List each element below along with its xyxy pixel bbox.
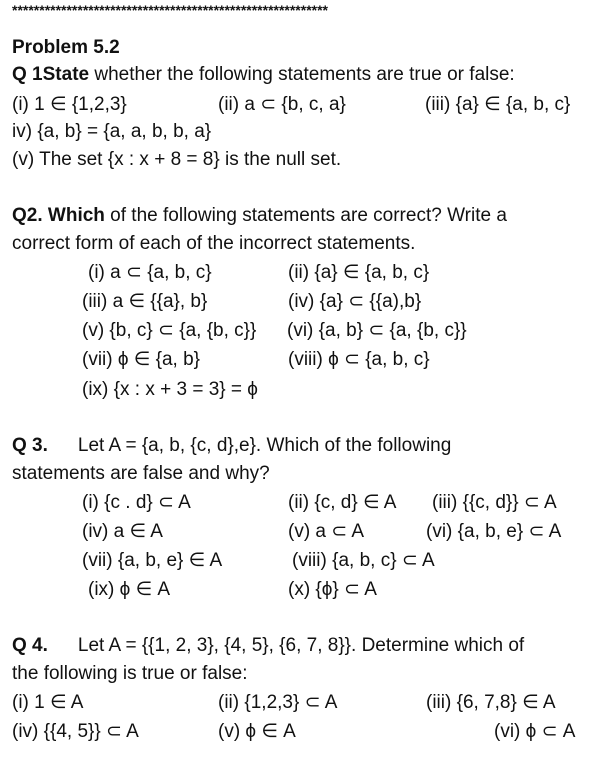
q1-label: Q 1State [12,64,90,85]
q2-prompt: of the following statements are correct? Write a [104,205,507,226]
q3-item-7: (vii) {a, b, e} ∈ A [82,550,223,571]
q3-item-1: (i) {c . d} ⊂ A [82,492,191,513]
q1-item-2: (ii) a ⊂ {b, c, a} [218,94,346,115]
q4-prompt-line2: the following is true or false: [12,663,248,684]
q3-item-6: (vi) {a, b, e} ⊂ A [426,521,562,542]
q2-item-9: (ix) {x : x + 3 = 3} = ϕ [82,379,258,400]
q2-heading [12,204,507,228]
q1-item-4: iv) {a, b} = {a, a, b, b, a} [12,121,212,142]
q4-prompt: Let A = {{1, 2, 3}, {4, 5}, {6, 7, 8}}. Determine which of [77,635,525,656]
q1-item-5: (v) The set {x : x + 8 = 8} is the null set. [12,149,342,170]
problem-title: Problem 5.2 [12,37,120,58]
q3-item-2: (ii) {c, d} ∈ A [288,492,397,513]
q3-item-10: (x) {ϕ} ⊂ A [288,579,377,600]
q2-item-1: (i) a ⊂ {a, b, c} [88,262,212,283]
q4-label: Q 4. [12,635,48,656]
q2-item-4: (iv) {a} ⊂ {{a),b} [288,291,422,312]
q2-label: Q2. Which [12,205,105,226]
q4-item-6: (vi) ϕ ⊂ A [494,721,576,742]
q1-prompt: whether the following statements are true or false: [89,64,515,85]
q3-item-4: (iv) a ∈ A [82,521,163,542]
q4-item-5: (v) ϕ ∈ A [218,721,296,742]
q3-prompt-line2: statements are false and why? [12,463,270,484]
q3-label: Q 3. [12,435,48,456]
q1-item-3: (iii) {a} ∈ {a, b, c} [425,94,571,115]
q2-item-2: (ii) {a} ∈ {a, b, c} [288,262,430,283]
q2-item-8: (viii) ϕ ⊂ {a, b, c} [288,349,430,370]
q4-item-2: (ii) {1,2,3} ⊂ A [218,692,338,713]
q4-item-3: (iii) {6, 7,8} ∈ A [426,692,556,713]
q3-item-9: (ix) ϕ ∈ A [88,579,171,600]
q3-prompt: Let A = {a, b, {c, d},e}. Which of the following [77,435,452,456]
q2-item-7: (vii) ϕ ∈ {a, b} [82,349,201,370]
star-separator: ********************************************************** [12,2,328,18]
q4-item-1: (i) 1 ∈ A [12,692,84,713]
q4-item-4: (iv) {{4, 5}} ⊂ A [12,721,139,742]
q3-item-5: (v) a ⊂ A [288,521,365,542]
q3-heading [12,434,451,458]
q3-item-8: (viii) {a, b, c} ⊂ A [292,550,435,571]
q2-item-6: (vi) {a, b} ⊂ {a, {b, c}} [287,320,467,341]
q4-heading [12,634,524,658]
q2-item-5: (v) {b, c} ⊂ {a, {b, c}} [82,320,257,341]
q2-item-3: (iii) a ∈ {{a}, b} [82,291,208,312]
q3-item-3: (iii) {{c, d}} ⊂ A [432,492,557,513]
q1-item-1: (i) 1 ∈ {1,2,3} [12,94,127,115]
q1-heading [12,63,515,87]
q2-prompt-line2: correct form of each of the incorrect statements. [12,233,416,254]
